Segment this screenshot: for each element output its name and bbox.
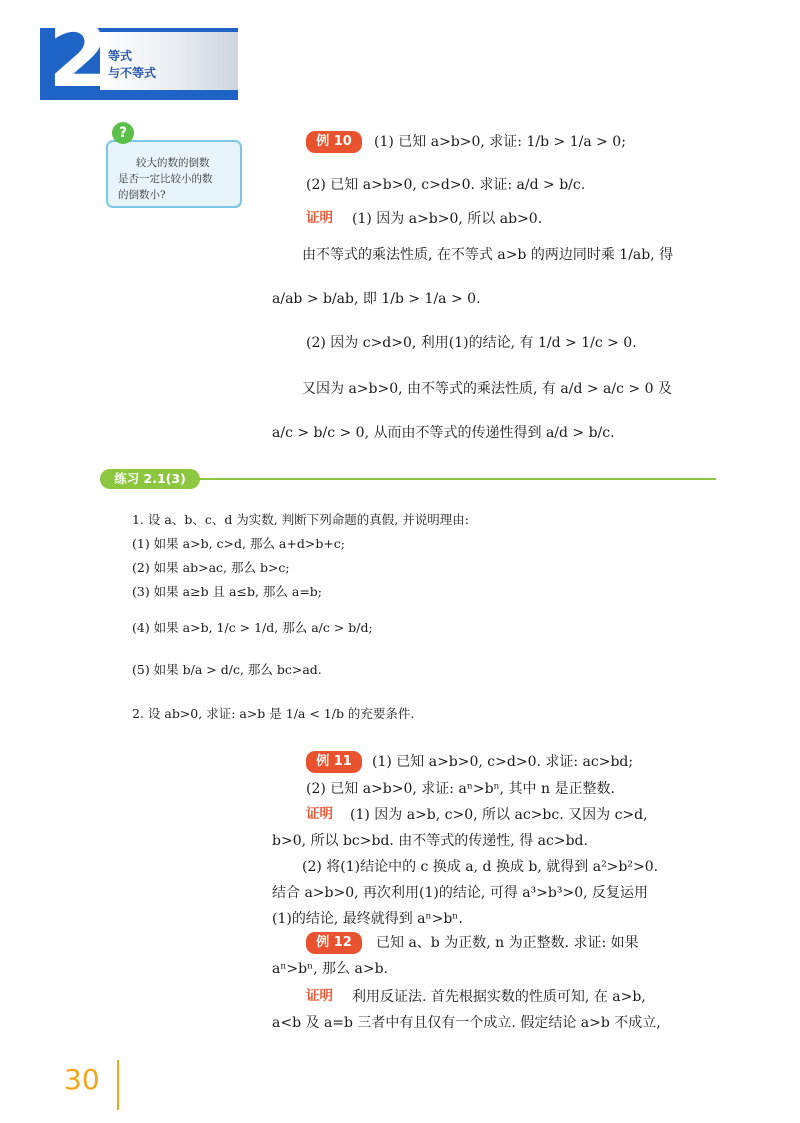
proof-label: 证明: [306, 988, 333, 1004]
chapter-number: 2: [48, 4, 108, 107]
example-10-line: (2) 已知 a>b>0, c>d>0. 求证: a/d > b/c.: [306, 177, 586, 193]
chapter-title-line2: 与不等式: [108, 66, 157, 80]
proof-line: (1) 因为 a>b, c>0, 所以 ac>bc. 又因为 c>d,: [350, 807, 648, 823]
exercise-item: (5) 如果 b/a > d/c, 那么 bc>ad.: [132, 662, 322, 677]
exercise-item: (2) 如果 ab>ac, 那么 b>c;: [132, 560, 290, 575]
exercise-item: 2. 设 ab>0, 求证: a>b 是 1/a < 1/b 的充要条件.: [132, 706, 415, 721]
side-note-line: 是否一定比较小的数: [118, 173, 213, 185]
exercise-item: (3) 如果 a≥b 且 a≤b, 那么 a=b;: [132, 584, 323, 599]
example-10-line: (1) 已知 a>b>0, 求证: 1/b > 1/a > 0;: [374, 134, 626, 150]
example-11-line: (1) 已知 a>b>0, c>d>0. 求证: ac>bd;: [372, 754, 634, 770]
example-12-line: aⁿ>bⁿ, 那么 a>b.: [272, 961, 388, 977]
page-number: 30: [64, 1063, 100, 1096]
chapter-title-line1: 等式: [108, 49, 133, 63]
example-12-line: 已知 a、b 为正数, n 为正整数. 求证: 如果: [376, 935, 639, 951]
example-11-badge: 例 11: [306, 751, 362, 773]
proof-line: (1) 因为 a>b>0, 所以 ab>0.: [352, 211, 543, 227]
question-icon: ?: [112, 122, 134, 144]
exercise-badge: 练习 2.1(3): [100, 469, 200, 489]
proof-line: 结合 a>b>0, 再次利用(1)的结论, 可得 a³>b³>0, 反复运用: [272, 885, 649, 901]
example-10-badge: 例 10: [306, 131, 362, 153]
proof-label: 证明: [306, 806, 333, 822]
page-number-rule: [117, 1060, 119, 1110]
exercise-item: (1) 如果 a>b, c>d, 那么 a+d>b+c;: [132, 536, 346, 551]
example-11-line: (2) 已知 a>b>0, 求证: aⁿ>bⁿ, 其中 n 是正整数.: [306, 781, 615, 797]
side-note-line: 较大的数的倒数: [136, 157, 210, 169]
proof-line: (2) 因为 c>d>0, 利用(1)的结论, 有 1/d > 1/c > 0.: [306, 335, 637, 351]
proof-line: 由不等式的乘法性质, 在不等式 a>b 的两边同时乘 1/ab, 得: [302, 247, 674, 263]
proof-line: (2) 将(1)结论中的 c 换成 a, d 换成 b, 就得到 a²>b²>0.: [302, 859, 659, 875]
proof-line: 又因为 a>b>0, 由不等式的乘法性质, 有 a/d > a/c > 0 及: [302, 381, 672, 397]
exercise-item: 1. 设 a、b、c、d 为实数, 判断下列命题的真假, 并说明理由:: [132, 512, 469, 527]
proof-label: 证明: [306, 210, 333, 226]
side-note-line: 的倒数小?: [118, 189, 166, 201]
proof-line: a/c > b/c > 0, 从而由不等式的传递性得到 a/d > b/c.: [272, 425, 615, 441]
proof-line: a<b 及 a=b 三者中有且仅有一个成立. 假定结论 a>b 不成立,: [272, 1015, 661, 1031]
proof-line: b>0, 所以 bc>bd. 由不等式的传递性, 得 ac>bd.: [272, 833, 588, 849]
proof-line: 利用反证法. 首先根据实数的性质可知, 在 a>b,: [352, 989, 646, 1005]
example-12-badge: 例 12: [306, 932, 362, 954]
proof-line: a/ab > b/ab, 即 1/b > 1/a > 0.: [272, 291, 481, 307]
proof-line: (1)的结论, 最终就得到 aⁿ>bⁿ.: [272, 911, 463, 927]
exercise-item: (4) 如果 a>b, 1/c > 1/d, 那么 a/c > b/d;: [132, 620, 373, 635]
